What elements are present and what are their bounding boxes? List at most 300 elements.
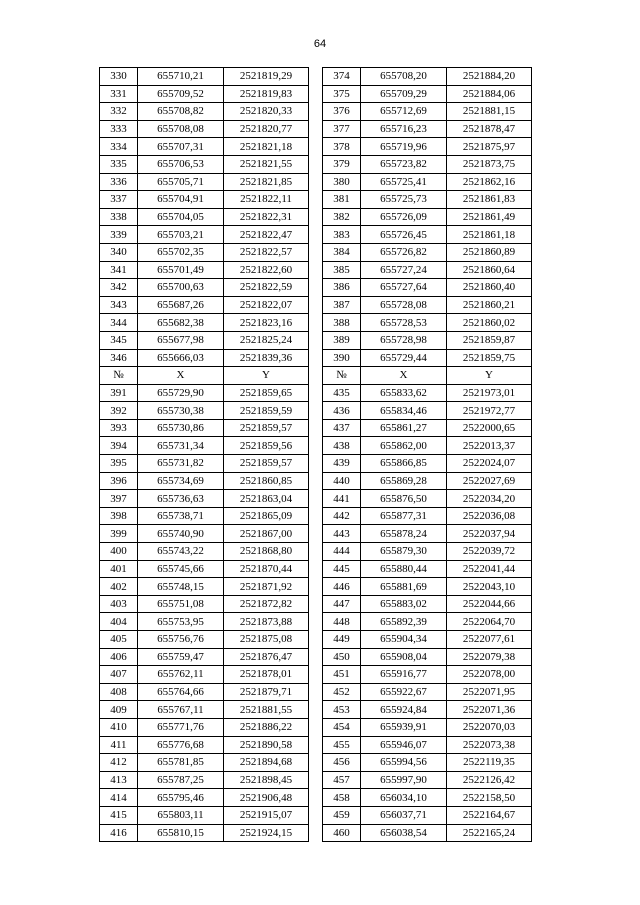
- point-number-cell: 378: [323, 138, 361, 156]
- y-coordinate-cell: 2521823,16: [224, 314, 309, 332]
- table-header-row: [100, 367, 532, 385]
- x-coordinate-cell: 655759,47: [138, 648, 224, 666]
- x-coordinate-cell: 655879,30: [361, 543, 447, 561]
- table-row: [100, 208, 532, 226]
- y-coordinate-cell: 2522041,44: [447, 560, 532, 578]
- column-gap: [309, 578, 323, 596]
- x-coordinate-cell: 655878,24: [361, 525, 447, 543]
- column-gap: [309, 789, 323, 807]
- table-row: [100, 543, 532, 561]
- y-coordinate-cell: 2522044,66: [447, 595, 532, 613]
- y-coordinate-cell: 2521861,18: [447, 226, 532, 244]
- table-row: [100, 701, 532, 719]
- x-coordinate-cell: 655728,08: [361, 296, 447, 314]
- y-coordinate-cell: 2522043,10: [447, 578, 532, 596]
- point-number-cell: 400: [100, 543, 138, 561]
- x-coordinate-cell: 655704,91: [138, 191, 224, 209]
- point-number-cell: 441: [323, 490, 361, 508]
- point-number-cell: 375: [323, 85, 361, 103]
- table-row: [100, 648, 532, 666]
- column-gap: [309, 683, 323, 701]
- y-coordinate-cell: 2521873,75: [447, 155, 532, 173]
- point-number-cell: 380: [323, 173, 361, 191]
- table-row: [100, 419, 532, 437]
- point-number-cell: 338: [100, 208, 138, 226]
- x-coordinate-cell: 655924,84: [361, 701, 447, 719]
- point-number-cell: 343: [100, 296, 138, 314]
- column-gap: [309, 68, 323, 86]
- y-coordinate-cell: 2521870,44: [224, 560, 309, 578]
- point-number-cell: 384: [323, 243, 361, 261]
- point-number-cell: 414: [100, 789, 138, 807]
- x-coordinate-cell: 655682,38: [138, 314, 224, 332]
- x-coordinate-cell: 655834,46: [361, 402, 447, 420]
- x-coordinate-cell: 655725,73: [361, 191, 447, 209]
- point-number-cell: 406: [100, 648, 138, 666]
- y-coordinate-cell: 2521821,85: [224, 173, 309, 191]
- y-coordinate-cell: 2521973,01: [447, 384, 532, 402]
- x-coordinate-cell: 655762,11: [138, 666, 224, 684]
- y-coordinate-cell: 2521859,57: [224, 455, 309, 473]
- x-coordinate-cell: 655712,69: [361, 103, 447, 121]
- header-x-coordinate-cell: X: [361, 367, 447, 385]
- y-coordinate-cell: 2522079,38: [447, 648, 532, 666]
- column-gap: [309, 367, 323, 385]
- x-coordinate-cell: 655728,98: [361, 331, 447, 349]
- point-number-cell: 341: [100, 261, 138, 279]
- column-gap: [309, 525, 323, 543]
- y-coordinate-cell: 2521972,77: [447, 402, 532, 420]
- table-row: [100, 490, 532, 508]
- y-coordinate-cell: 2521859,75: [447, 349, 532, 367]
- y-coordinate-cell: 2522164,67: [447, 806, 532, 824]
- x-coordinate-cell: 655866,85: [361, 455, 447, 473]
- y-coordinate-cell: 2521822,31: [224, 208, 309, 226]
- x-coordinate-cell: 655723,82: [361, 155, 447, 173]
- point-number-cell: 376: [323, 103, 361, 121]
- x-coordinate-cell: 655730,86: [138, 419, 224, 437]
- x-coordinate-cell: 655734,69: [138, 472, 224, 490]
- point-number-cell: 379: [323, 155, 361, 173]
- point-number-cell: 330: [100, 68, 138, 86]
- point-number-cell: 453: [323, 701, 361, 719]
- point-number-cell: 412: [100, 754, 138, 772]
- x-coordinate-cell: 655729,44: [361, 349, 447, 367]
- point-number-cell: 415: [100, 806, 138, 824]
- point-number-cell: 440: [323, 472, 361, 490]
- table-row: [100, 173, 532, 191]
- x-coordinate-cell: 655753,95: [138, 613, 224, 631]
- y-coordinate-cell: 2521881,15: [447, 103, 532, 121]
- x-coordinate-cell: 655708,08: [138, 120, 224, 138]
- point-number-cell: 331: [100, 85, 138, 103]
- column-gap: [309, 472, 323, 490]
- x-coordinate-cell: 655743,22: [138, 543, 224, 561]
- y-coordinate-cell: 2521868,80: [224, 543, 309, 561]
- y-coordinate-cell: 2521860,85: [224, 472, 309, 490]
- y-coordinate-cell: 2522036,08: [447, 507, 532, 525]
- table-row: [100, 314, 532, 332]
- x-coordinate-cell: 655708,82: [138, 103, 224, 121]
- y-coordinate-cell: 2521822,47: [224, 226, 309, 244]
- y-coordinate-cell: 2521822,59: [224, 279, 309, 297]
- y-coordinate-cell: 2521872,82: [224, 595, 309, 613]
- table-row: [100, 613, 532, 631]
- y-coordinate-cell: 2521859,56: [224, 437, 309, 455]
- y-coordinate-cell: 2521861,49: [447, 208, 532, 226]
- y-coordinate-cell: 2521881,55: [224, 701, 309, 719]
- table-row: [100, 226, 532, 244]
- y-coordinate-cell: 2522013,37: [447, 437, 532, 455]
- x-coordinate-cell: 655731,82: [138, 455, 224, 473]
- column-gap: [309, 701, 323, 719]
- point-number-cell: 410: [100, 718, 138, 736]
- point-number-cell: 455: [323, 736, 361, 754]
- x-coordinate-cell: 655748,15: [138, 578, 224, 596]
- x-coordinate-cell: 655726,45: [361, 226, 447, 244]
- x-coordinate-cell: 655730,38: [138, 402, 224, 420]
- x-coordinate-cell: 656037,71: [361, 806, 447, 824]
- column-gap: [309, 560, 323, 578]
- y-coordinate-cell: 2521865,09: [224, 507, 309, 525]
- column-gap: [309, 507, 323, 525]
- y-coordinate-cell: 2521898,45: [224, 771, 309, 789]
- x-coordinate-cell: 655881,69: [361, 578, 447, 596]
- table-row: [100, 138, 532, 156]
- x-coordinate-cell: 655869,28: [361, 472, 447, 490]
- point-number-cell: 447: [323, 595, 361, 613]
- x-coordinate-cell: 655736,63: [138, 490, 224, 508]
- column-gap: [309, 261, 323, 279]
- y-coordinate-cell: 2521867,00: [224, 525, 309, 543]
- x-coordinate-cell: 655876,50: [361, 490, 447, 508]
- x-coordinate-cell: 655719,96: [361, 138, 447, 156]
- header-x-coordinate-cell: X: [138, 367, 224, 385]
- point-number-cell: 452: [323, 683, 361, 701]
- column-gap: [309, 543, 323, 561]
- x-coordinate-cell: 655908,04: [361, 648, 447, 666]
- column-gap: [309, 208, 323, 226]
- point-number-cell: 340: [100, 243, 138, 261]
- table-row: [100, 806, 532, 824]
- x-coordinate-cell: 655781,85: [138, 754, 224, 772]
- column-gap: [309, 138, 323, 156]
- table-row: [100, 789, 532, 807]
- table-row: [100, 525, 532, 543]
- x-coordinate-cell: 655833,62: [361, 384, 447, 402]
- column-gap: [309, 631, 323, 649]
- table-row: [100, 155, 532, 173]
- point-number-cell: 335: [100, 155, 138, 173]
- point-number-cell: 445: [323, 560, 361, 578]
- point-number-cell: 377: [323, 120, 361, 138]
- point-number-cell: 374: [323, 68, 361, 86]
- x-coordinate-cell: 655795,46: [138, 789, 224, 807]
- y-coordinate-cell: 2522158,50: [447, 789, 532, 807]
- x-coordinate-cell: 655922,67: [361, 683, 447, 701]
- point-number-cell: 388: [323, 314, 361, 332]
- y-coordinate-cell: 2522070,03: [447, 718, 532, 736]
- point-number-cell: 383: [323, 226, 361, 244]
- y-coordinate-cell: 2521894,68: [224, 754, 309, 772]
- y-coordinate-cell: 2521878,01: [224, 666, 309, 684]
- point-number-cell: 337: [100, 191, 138, 209]
- point-number-cell: 396: [100, 472, 138, 490]
- y-coordinate-cell: 2521859,57: [224, 419, 309, 437]
- column-gap: [309, 226, 323, 244]
- point-number-cell: 407: [100, 666, 138, 684]
- point-number-cell: 449: [323, 631, 361, 649]
- point-number-cell: 448: [323, 613, 361, 631]
- column-gap: [309, 595, 323, 613]
- y-coordinate-cell: 2521884,06: [447, 85, 532, 103]
- table-row: [100, 736, 532, 754]
- point-number-cell: 392: [100, 402, 138, 420]
- x-coordinate-cell: 655738,71: [138, 507, 224, 525]
- table-row: [100, 296, 532, 314]
- y-coordinate-cell: 2522064,70: [447, 613, 532, 631]
- y-coordinate-cell: 2521860,02: [447, 314, 532, 332]
- x-coordinate-cell: 655666,03: [138, 349, 224, 367]
- x-coordinate-cell: 655916,77: [361, 666, 447, 684]
- column-gap: [309, 331, 323, 349]
- y-coordinate-cell: 2521860,64: [447, 261, 532, 279]
- y-coordinate-cell: 2521871,92: [224, 578, 309, 596]
- y-coordinate-cell: 2521822,60: [224, 261, 309, 279]
- y-coordinate-cell: 2521873,88: [224, 613, 309, 631]
- x-coordinate-cell: 655904,34: [361, 631, 447, 649]
- x-coordinate-cell: 655877,31: [361, 507, 447, 525]
- table-row: [100, 402, 532, 420]
- y-coordinate-cell: 2521825,24: [224, 331, 309, 349]
- x-coordinate-cell: 655710,21: [138, 68, 224, 86]
- table-row: [100, 631, 532, 649]
- point-number-cell: 446: [323, 578, 361, 596]
- x-coordinate-cell: 655726,82: [361, 243, 447, 261]
- header-y-coordinate-cell: Y: [224, 367, 309, 385]
- column-gap: [309, 243, 323, 261]
- x-coordinate-cell: 655709,52: [138, 85, 224, 103]
- x-coordinate-cell: 656038,54: [361, 824, 447, 842]
- x-coordinate-cell: 655939,91: [361, 718, 447, 736]
- table-row: [100, 243, 532, 261]
- point-number-cell: 411: [100, 736, 138, 754]
- point-number-cell: 397: [100, 490, 138, 508]
- x-coordinate-cell: 655997,90: [361, 771, 447, 789]
- x-coordinate-cell: 655946,07: [361, 736, 447, 754]
- x-coordinate-cell: 655771,76: [138, 718, 224, 736]
- point-number-cell: 442: [323, 507, 361, 525]
- header-point-number-cell: №: [323, 367, 361, 385]
- table-row: [100, 718, 532, 736]
- column-gap: [309, 402, 323, 420]
- y-coordinate-cell: 2522165,24: [447, 824, 532, 842]
- column-gap: [309, 314, 323, 332]
- column-gap: [309, 666, 323, 684]
- point-number-cell: 459: [323, 806, 361, 824]
- y-coordinate-cell: 2522027,69: [447, 472, 532, 490]
- point-number-cell: 450: [323, 648, 361, 666]
- y-coordinate-cell: 2521886,22: [224, 718, 309, 736]
- table-row: [100, 384, 532, 402]
- table-row: [100, 331, 532, 349]
- point-number-cell: 344: [100, 314, 138, 332]
- y-coordinate-cell: 2521924,15: [224, 824, 309, 842]
- point-number-cell: 439: [323, 455, 361, 473]
- point-number-cell: 416: [100, 824, 138, 842]
- table-row: [100, 560, 532, 578]
- point-number-cell: 390: [323, 349, 361, 367]
- x-coordinate-cell: 655776,68: [138, 736, 224, 754]
- y-coordinate-cell: 2522119,35: [447, 754, 532, 772]
- point-number-cell: 382: [323, 208, 361, 226]
- x-coordinate-cell: 655709,29: [361, 85, 447, 103]
- point-number-cell: 458: [323, 789, 361, 807]
- header-point-number-cell: №: [100, 367, 138, 385]
- y-coordinate-cell: 2522078,00: [447, 666, 532, 684]
- x-coordinate-cell: 655716,23: [361, 120, 447, 138]
- y-coordinate-cell: 2521822,11: [224, 191, 309, 209]
- point-number-cell: 408: [100, 683, 138, 701]
- point-number-cell: 403: [100, 595, 138, 613]
- table-row: [100, 472, 532, 490]
- column-gap: [309, 279, 323, 297]
- column-gap: [309, 173, 323, 191]
- y-coordinate-cell: 2522126,42: [447, 771, 532, 789]
- x-coordinate-cell: 655728,53: [361, 314, 447, 332]
- column-gap: [309, 103, 323, 121]
- table-row: [100, 595, 532, 613]
- x-coordinate-cell: 655687,26: [138, 296, 224, 314]
- point-number-cell: 404: [100, 613, 138, 631]
- header-y-coordinate-cell: Y: [447, 367, 532, 385]
- x-coordinate-cell: 655764,66: [138, 683, 224, 701]
- x-coordinate-cell: 655803,11: [138, 806, 224, 824]
- y-coordinate-cell: 2521890,58: [224, 736, 309, 754]
- x-coordinate-cell: 655994,56: [361, 754, 447, 772]
- y-coordinate-cell: 2521821,18: [224, 138, 309, 156]
- x-coordinate-cell: 655725,41: [361, 173, 447, 191]
- table-row: [100, 507, 532, 525]
- y-coordinate-cell: 2521860,21: [447, 296, 532, 314]
- table-row: [100, 771, 532, 789]
- column-gap: [309, 824, 323, 842]
- y-coordinate-cell: 2521915,07: [224, 806, 309, 824]
- column-gap: [309, 85, 323, 103]
- point-number-cell: 444: [323, 543, 361, 561]
- point-number-cell: 387: [323, 296, 361, 314]
- point-number-cell: 451: [323, 666, 361, 684]
- x-coordinate-cell: 655751,08: [138, 595, 224, 613]
- y-coordinate-cell: 2522024,07: [447, 455, 532, 473]
- y-coordinate-cell: 2521820,33: [224, 103, 309, 121]
- column-gap: [309, 155, 323, 173]
- x-coordinate-cell: 655705,71: [138, 173, 224, 191]
- column-gap: [309, 296, 323, 314]
- column-gap: [309, 490, 323, 508]
- table-row: [100, 261, 532, 279]
- point-number-cell: 334: [100, 138, 138, 156]
- table-row: [100, 120, 532, 138]
- point-number-cell: 381: [323, 191, 361, 209]
- x-coordinate-cell: 655731,34: [138, 437, 224, 455]
- column-gap: [309, 349, 323, 367]
- y-coordinate-cell: 2522071,36: [447, 701, 532, 719]
- table-row: [100, 68, 532, 86]
- column-gap: [309, 754, 323, 772]
- y-coordinate-cell: 2521906,48: [224, 789, 309, 807]
- x-coordinate-cell: 655883,02: [361, 595, 447, 613]
- point-number-cell: 385: [323, 261, 361, 279]
- y-coordinate-cell: 2522077,61: [447, 631, 532, 649]
- x-coordinate-cell: 655740,90: [138, 525, 224, 543]
- table-row: [100, 824, 532, 842]
- point-number-cell: 460: [323, 824, 361, 842]
- point-number-cell: 391: [100, 384, 138, 402]
- point-number-cell: 436: [323, 402, 361, 420]
- table-row: [100, 103, 532, 121]
- x-coordinate-cell: 655708,20: [361, 68, 447, 86]
- y-coordinate-cell: 2521859,59: [224, 402, 309, 420]
- y-coordinate-cell: 2521839,36: [224, 349, 309, 367]
- column-gap: [309, 455, 323, 473]
- x-coordinate-cell: 655704,05: [138, 208, 224, 226]
- y-coordinate-cell: 2522039,72: [447, 543, 532, 561]
- table-row: [100, 191, 532, 209]
- y-coordinate-cell: 2521819,83: [224, 85, 309, 103]
- y-coordinate-cell: 2521863,04: [224, 490, 309, 508]
- x-coordinate-cell: 655880,44: [361, 560, 447, 578]
- x-coordinate-cell: 655727,64: [361, 279, 447, 297]
- column-gap: [309, 191, 323, 209]
- column-gap: [309, 771, 323, 789]
- y-coordinate-cell: 2521879,71: [224, 683, 309, 701]
- y-coordinate-cell: 2522034,20: [447, 490, 532, 508]
- table-row: [100, 455, 532, 473]
- y-coordinate-cell: 2521860,40: [447, 279, 532, 297]
- point-number-cell: 413: [100, 771, 138, 789]
- table-row: [100, 578, 532, 596]
- y-coordinate-cell: 2522037,94: [447, 525, 532, 543]
- x-coordinate-cell: 655767,11: [138, 701, 224, 719]
- point-number-cell: 401: [100, 560, 138, 578]
- x-coordinate-cell: 655810,15: [138, 824, 224, 842]
- point-number-cell: 454: [323, 718, 361, 736]
- column-gap: [309, 120, 323, 138]
- table-row: [100, 666, 532, 684]
- point-number-cell: 443: [323, 525, 361, 543]
- table-row: [100, 437, 532, 455]
- y-coordinate-cell: 2521884,20: [447, 68, 532, 86]
- y-coordinate-cell: 2521876,47: [224, 648, 309, 666]
- y-coordinate-cell: 2521875,08: [224, 631, 309, 649]
- x-coordinate-cell: 655787,25: [138, 771, 224, 789]
- x-coordinate-cell: 655703,21: [138, 226, 224, 244]
- column-gap: [309, 419, 323, 437]
- point-number-cell: 457: [323, 771, 361, 789]
- table-row: [100, 349, 532, 367]
- y-coordinate-cell: 2521862,16: [447, 173, 532, 191]
- point-number-cell: 332: [100, 103, 138, 121]
- point-number-cell: 395: [100, 455, 138, 473]
- point-number-cell: 438: [323, 437, 361, 455]
- point-number-cell: 409: [100, 701, 138, 719]
- point-number-cell: 456: [323, 754, 361, 772]
- column-gap: [309, 384, 323, 402]
- x-coordinate-cell: 655701,49: [138, 261, 224, 279]
- y-coordinate-cell: 2521822,07: [224, 296, 309, 314]
- x-coordinate-cell: 655727,24: [361, 261, 447, 279]
